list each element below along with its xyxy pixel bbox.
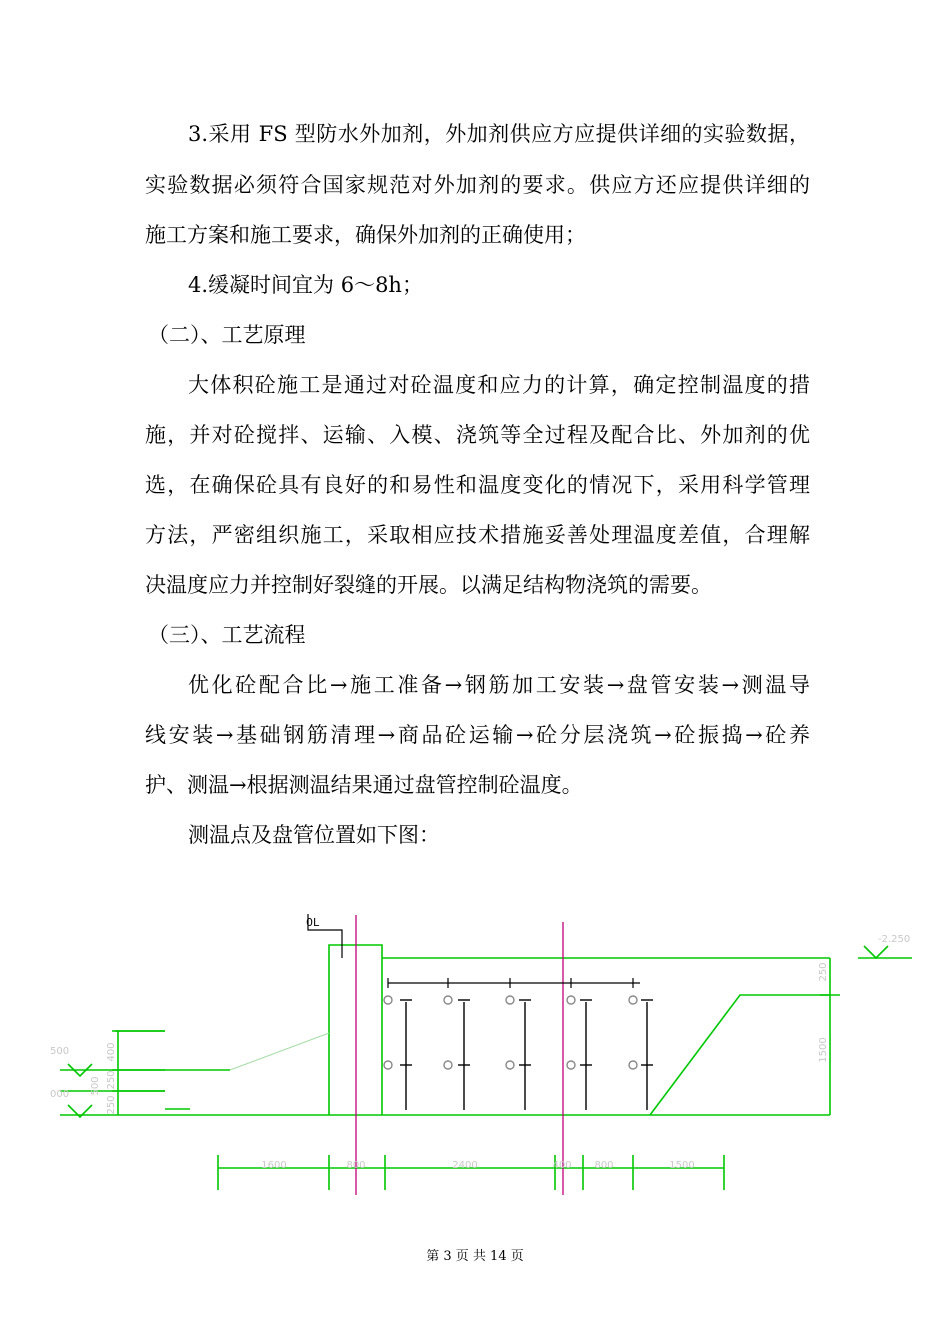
dim-label: 2400 bbox=[452, 1160, 478, 1171]
elevation-label: -2.250 bbox=[878, 934, 911, 945]
paragraph-line: 方法，严密组织施工，采取相应技术措施妥善处理温度差值，合理解 bbox=[145, 523, 810, 547]
dim-label: 500 bbox=[90, 1076, 101, 1096]
dim-label: 1500 bbox=[669, 1160, 695, 1171]
paragraph-line: 护、测温→根据测温结果通过盘管控制砼温度。 bbox=[145, 773, 583, 797]
dim-label: 1500 bbox=[818, 1037, 829, 1063]
level-label: 500 bbox=[50, 1046, 70, 1057]
paragraph-line: 大体积砼施工是通过对砼温度和应力的计算，确定控制温度的措 bbox=[188, 373, 810, 397]
measure-column bbox=[506, 996, 531, 1110]
paragraph-line: 选，在确保砼具有良好的和易性和温度变化的情况下，采用科学管理 bbox=[145, 473, 810, 497]
paragraph-line: 决温度应力并控制好裂缝的开展。以满足结构物浇筑的需要。 bbox=[145, 573, 712, 597]
measure-column bbox=[567, 996, 592, 1110]
level-label: 000 bbox=[50, 1089, 70, 1100]
tag-label: 0L bbox=[306, 916, 320, 929]
dim-label: 400 bbox=[552, 1160, 572, 1171]
paragraph-line: 测温点及盘管位置如下图： bbox=[188, 823, 440, 847]
dim-label: 800 bbox=[346, 1160, 366, 1171]
concrete-outline bbox=[60, 945, 912, 1190]
measure-column bbox=[444, 996, 470, 1110]
measure-column bbox=[384, 996, 412, 1110]
paragraph-line: 线安装→基础钢筋清理→商品砼运输→砼分层浇筑→砼振捣→砼养 bbox=[145, 723, 810, 747]
dim-label: 250 bbox=[818, 962, 829, 982]
paragraph-line: 优化砼配合比→施工准备→钢筋加工安装→盘管安装→测温导 bbox=[188, 673, 810, 697]
dim-label: 250 bbox=[106, 1095, 117, 1115]
paragraph-line: 施，并对砼搅拌、运输、入模、浇筑等全过程及配合比、外加剂的优 bbox=[145, 423, 810, 447]
page-footer: 第 3 页 共 14 页 bbox=[426, 1249, 524, 1264]
section-heading: （三）、工艺流程 bbox=[148, 623, 306, 647]
dim-label: 250 bbox=[106, 1070, 117, 1090]
section-heading: （二）、工艺原理 bbox=[148, 323, 306, 347]
right-slope bbox=[650, 995, 830, 1115]
paragraph-line: 3.采用 FS 型防水外加剂，外加剂供应方应提供详细的实验数据， bbox=[188, 122, 810, 146]
dim-label: 1600 bbox=[261, 1160, 287, 1171]
dim-label: 400 bbox=[106, 1042, 117, 1062]
paragraph-line: 施工方案和施工要求，确保外加剂的正确使用； bbox=[145, 223, 586, 247]
measuring-points bbox=[384, 996, 653, 1110]
paragraph-line: 4.缓凝时间宜为 6～8h； bbox=[188, 273, 423, 297]
dim-label: 800 bbox=[594, 1160, 614, 1171]
section-drawing bbox=[40, 900, 920, 1200]
paragraph-line: 实验数据必须符合国家规范对外加剂的要求。供应方还应提供详细的 bbox=[145, 173, 810, 197]
measure-column bbox=[629, 996, 653, 1110]
